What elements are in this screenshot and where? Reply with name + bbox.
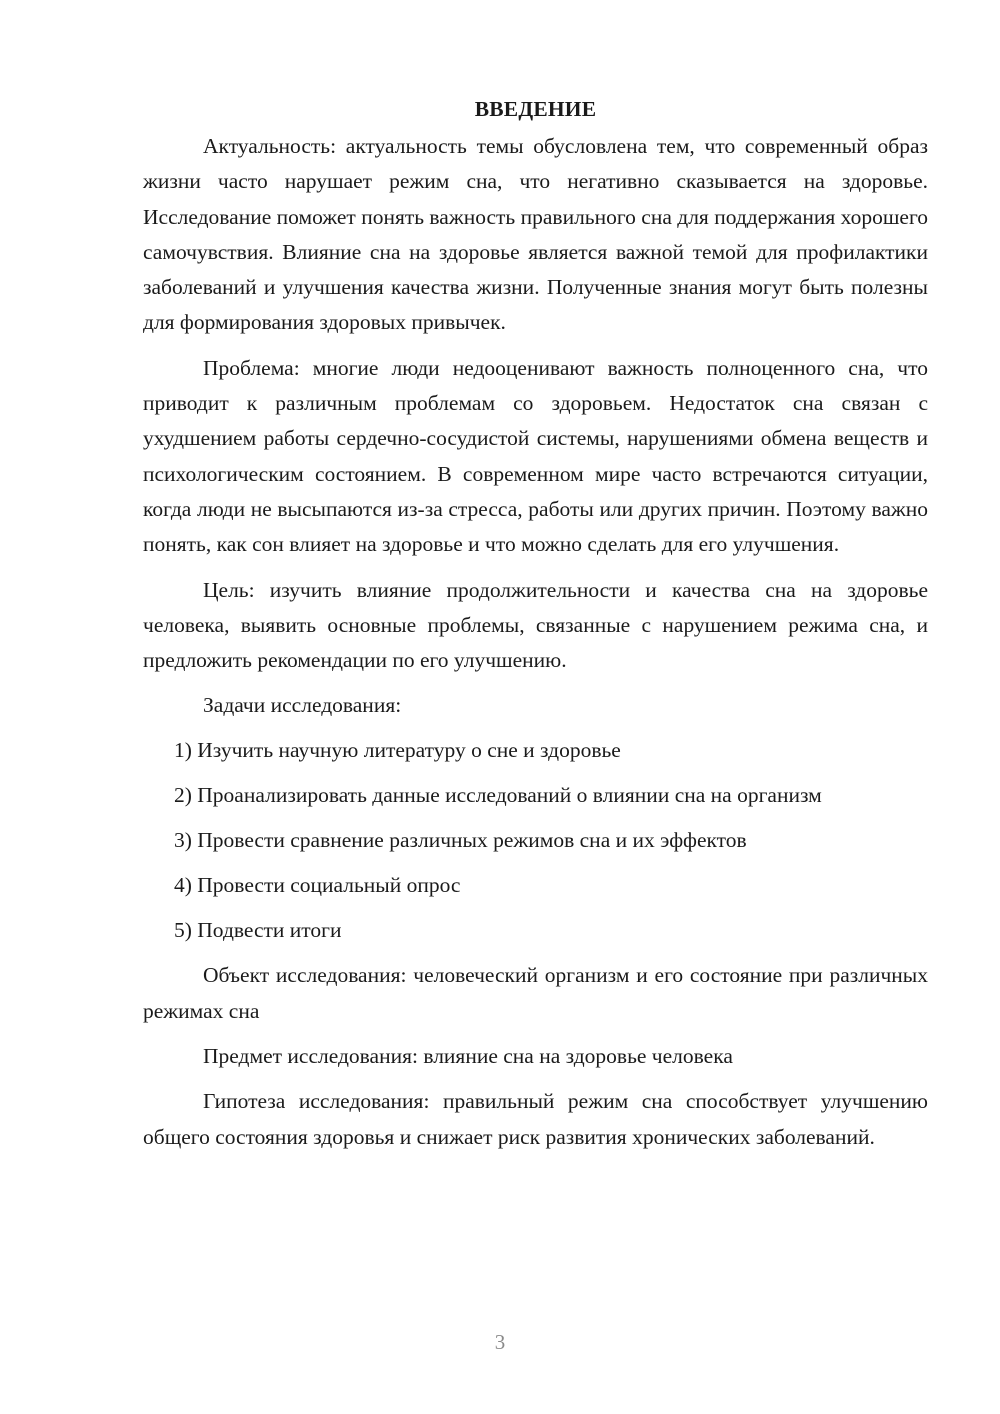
goal-paragraph: Цель: изучить влияние продолжительности и качества сна на здоровье человека, выявить основные проблемы, связанные с нарушением режима сна, и предложить рекомендации по его улучшению. xyxy=(143,577,928,673)
list-item: 2) Проанализировать данные исследований о влиянии сна на организм xyxy=(174,783,822,808)
subject-paragraph: Предмет исследования: влияние сна на здоровье человека xyxy=(203,1044,733,1069)
document-page xyxy=(143,92,928,1165)
tasks-heading: Задачи исследования: xyxy=(203,693,402,718)
page-number: 3 xyxy=(494,1330,506,1354)
page-title: ВВЕДЕНИЕ xyxy=(474,97,597,121)
task-list xyxy=(143,733,928,948)
hypothesis-paragraph: Гипотеза исследования: правильный режим сна способствует улучшению общего состояния здоровья и снижает риск развития хронических заболеваний. xyxy=(143,1089,928,1149)
object-paragraph: Объект исследования: человеческий организм и его состояние при различных режимах сна xyxy=(143,963,928,1023)
problem-paragraph: Проблема: многие люди недооценивают важность полноценного сна, что приводит к различным проблемам со здоровьем. Недостаток сна связан с ухудшением работы сердечно-сосудистой системы, нарушениями обмена веществ и психологическим состоянием. В современном мире часто встречаются ситуации, когда люди не высыпаются из-за стресса, работы или других причин. Поэтому важно понять, как сон влияет на здоровье и что можно сделать для его улучшения. xyxy=(143,355,928,557)
list-item: 1) Изучить научную литературу о сне и здоровье xyxy=(174,738,621,763)
relevance-paragraph: Актуальность: актуальность темы обусловлена тем, что современный образ жизни часто нарушает режим сна, что негативно сказывается на здоровье. Исследование поможет понять важность правильного сна для поддержания хорошего самочувствия. Влияние сна на здоровье является важной темой для профилактики заболеваний и улучшения качества жизни. Полученные знания могут быть полезны для формирования здоровых привычек. xyxy=(143,134,928,335)
list-item: 5) Подвести итоги xyxy=(174,918,342,943)
list-item: 4) Провести социальный опрос xyxy=(174,873,461,898)
list-item: 3) Провести сравнение различных режимов сна и их эффектов xyxy=(174,828,747,853)
